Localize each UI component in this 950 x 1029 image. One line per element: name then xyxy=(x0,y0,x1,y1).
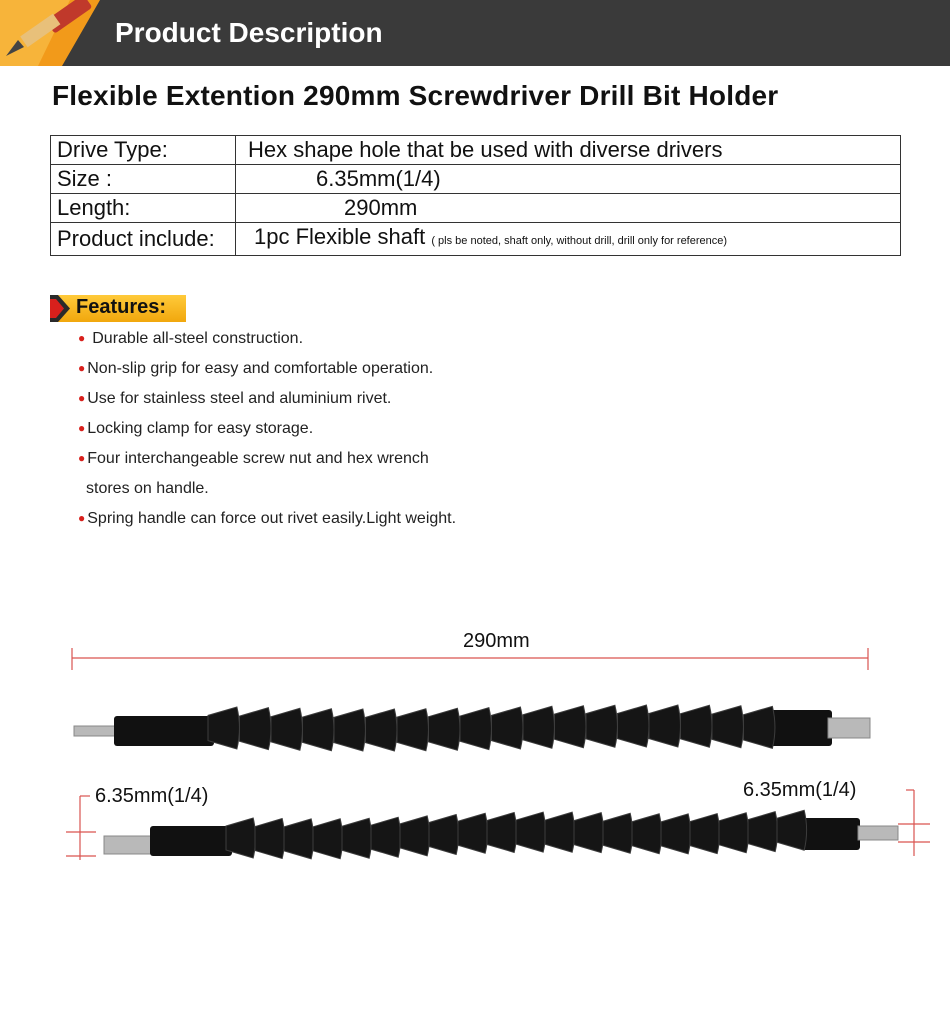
table-row xyxy=(51,194,901,223)
shaft-segment xyxy=(240,708,271,750)
flexible-shaft-bottom xyxy=(104,810,898,859)
header-bar xyxy=(0,0,950,66)
product-title: Flexible Extention 290mm Screwdriver Drill Bit Holder xyxy=(52,80,779,111)
bullet-dot-icon: ● xyxy=(78,421,86,435)
features-heading: Features: xyxy=(76,296,167,318)
shaft-segment xyxy=(334,709,365,751)
features-badge xyxy=(50,295,186,322)
shaft-segment xyxy=(545,812,575,852)
left-size-bracket xyxy=(66,796,96,860)
bullet-dot-icon: ● xyxy=(78,391,86,405)
shaft-segment xyxy=(777,810,807,850)
length-label: 290mm xyxy=(463,630,530,652)
bullet-dot-icon: ● xyxy=(78,451,86,465)
feature-text: Locking clamp for easy storage. xyxy=(87,420,314,437)
spec-label: Drive Type: xyxy=(51,136,236,165)
spec-value: 6.35mm(1/4) xyxy=(236,165,901,194)
feature-text: Four interchangeable screw nut and hex wrench xyxy=(87,450,429,467)
right-size-bracket xyxy=(898,790,930,856)
spec-note: ( pls be noted, shaft only, without drill, drill only for reference) xyxy=(431,235,728,247)
feature-text: Use for stainless steel and aluminium rivet. xyxy=(87,390,392,407)
arrow-right-icon xyxy=(50,295,72,322)
shaft-segment xyxy=(492,707,523,749)
feature-text: stores on handle. xyxy=(86,480,209,497)
right-size-label: 6.35mm(1/4) xyxy=(743,779,857,801)
table-row xyxy=(51,136,901,165)
shaft-segment xyxy=(397,709,428,751)
shaft-segment xyxy=(748,812,778,852)
table-row xyxy=(51,223,901,256)
list-item xyxy=(78,447,456,477)
shaft-segment xyxy=(400,816,430,856)
shaft-segment xyxy=(371,817,401,857)
shaft-segment xyxy=(712,706,743,748)
list-item xyxy=(78,357,456,387)
shaft-segment xyxy=(516,812,546,852)
shaft-segment xyxy=(744,706,775,748)
list-item xyxy=(78,387,456,417)
bullet-dot-icon: ● xyxy=(78,331,86,345)
flexible-shaft-top xyxy=(74,705,870,751)
shaft-segment xyxy=(366,709,397,751)
shaft-segment xyxy=(303,709,334,751)
shaft-segment xyxy=(649,705,680,747)
shaft-segment xyxy=(719,813,749,853)
list-item xyxy=(78,327,456,357)
spec-value: Hex shape hole that be used with diverse drivers xyxy=(236,136,901,165)
shaft-segment xyxy=(603,813,633,853)
shaft-segment xyxy=(429,708,460,750)
spec-label: Length: xyxy=(51,194,236,223)
shaft-segment xyxy=(460,708,491,750)
spec-label: Product include: xyxy=(51,223,236,256)
feature-text: Non-slip grip for easy and comfortable operation. xyxy=(87,360,434,377)
shaft-segment xyxy=(555,706,586,748)
shaft-segment xyxy=(632,814,662,854)
shaft-segment xyxy=(574,813,604,853)
feature-text: Durable all-steel construction. xyxy=(92,330,304,347)
bullet-dot-icon: ● xyxy=(78,511,86,525)
shaft-segment xyxy=(271,708,302,750)
feature-list xyxy=(78,327,456,537)
spec-value-cell xyxy=(236,223,901,256)
shaft-segment xyxy=(618,705,649,747)
bullet-dot-icon: ● xyxy=(78,361,86,375)
list-item xyxy=(78,507,456,537)
shaft-segment xyxy=(487,812,517,852)
shaft-segment xyxy=(690,814,720,854)
pencil-accent-icon xyxy=(0,0,100,66)
table-row xyxy=(51,165,901,194)
shaft-segment xyxy=(284,819,314,859)
shaft-segment xyxy=(661,814,691,854)
spec-table xyxy=(50,135,901,256)
list-item xyxy=(78,477,456,507)
spec-label: Size : xyxy=(51,165,236,194)
shaft-segment xyxy=(681,705,712,747)
shaft-segment xyxy=(586,705,617,747)
shaft-segment xyxy=(342,818,372,858)
shaft-segment xyxy=(429,814,459,854)
section-title: Product Description xyxy=(115,17,383,48)
spec-value: 290mm xyxy=(236,194,901,223)
shaft-segment xyxy=(313,819,343,859)
list-item xyxy=(78,417,456,447)
shaft-segment xyxy=(523,706,554,748)
shaft-segment xyxy=(255,819,285,859)
shaft-diagram xyxy=(0,600,950,895)
spec-value: 1pc Flexible shaft xyxy=(254,224,426,249)
left-size-label: 6.35mm(1/4) xyxy=(95,785,209,807)
feature-text: Spring handle can force out rivet easily.Light weight. xyxy=(87,510,457,527)
shaft-segment xyxy=(458,813,488,853)
